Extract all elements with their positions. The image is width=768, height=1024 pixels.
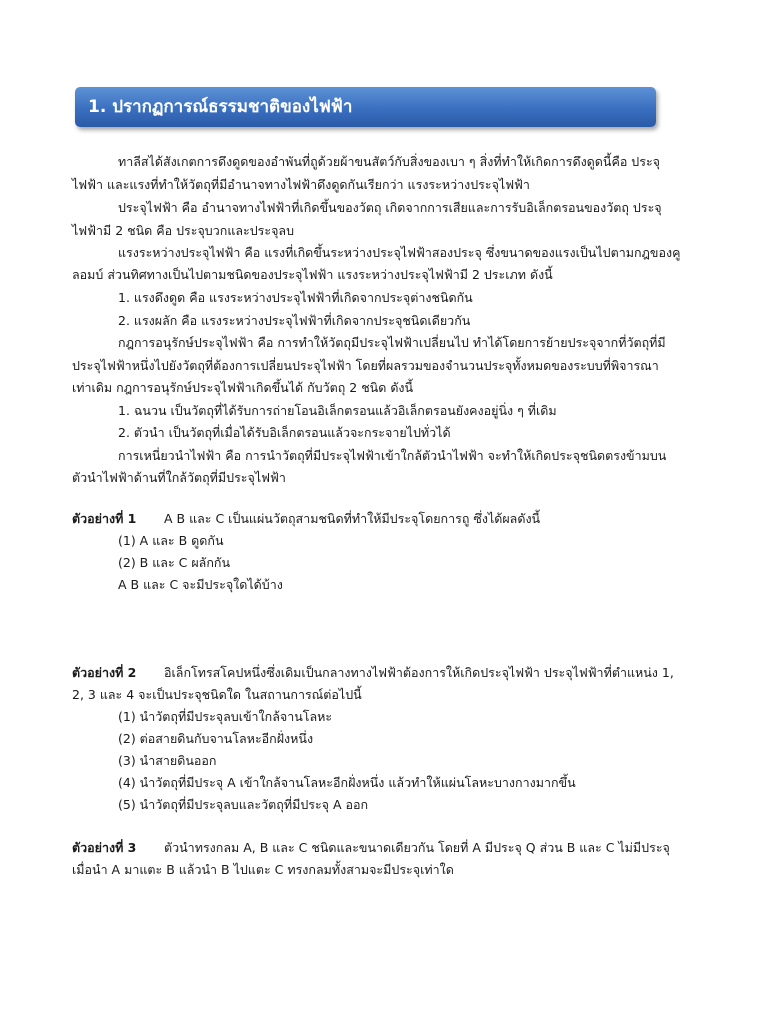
list-item: 1. แรงดึงดูด คือ แรงระหว่างประจุไฟฟ้าที่เกิดจากประจุต่างชนิดกัน: [118, 290, 473, 305]
section-title: 1. ปรากฏการณ์ธรรมชาติของไฟฟ้า: [88, 97, 353, 117]
example-item: (1) A และ B ดูดกัน: [118, 533, 224, 548]
paragraph-line: ตัวนำไฟฟ้าด้านที่ใกล้วัตถุที่มีประจุไฟฟ้า: [72, 470, 286, 485]
list-item: 1. ฉนวน เป็นวัตถุที่ได้รับการถ่ายโอนอิเล็กตรอนแล้วอิเล็กตรอนยังคงอยู่นิ่ง ๆ ที่เดิม: [118, 403, 557, 418]
example-item: (2) ต่อสายดินกับจานโลหะอีกฝั่งหนึ่ง: [118, 731, 314, 746]
example-item: A B และ C จะมีประจุใดได้บ้าง: [118, 577, 283, 592]
paragraph-line: เท่าเดิม กฎการอนุรักษ์ประจุไฟฟ้าเกิดขึ้นได้ กับวัตถุ 2 ชนิด ดังนี้: [72, 380, 414, 395]
example-3-heading: [72, 838, 670, 858]
example-question-line: 2, 3 และ 4 จะเป็นประจุชนิดใด ในสถานการณ์ต่อไปนี้: [72, 687, 362, 702]
example-label: ตัวอย่างที่ 1: [72, 511, 137, 526]
paragraph-line: แรงระหว่างประจุไฟฟ้า คือ แรงที่เกิดขึ้นระหว่างประจุไฟฟ้าสองประจุ ซึ่งขนาดของแรงเป็นไปตามกฎของคู: [118, 245, 681, 260]
list-item: 2. ตัวนำ เป็นวัตถุที่เมื่อได้รับอิเล็กตรอนแล้วจะกระจายไปทั่วได้: [118, 425, 451, 440]
paragraph-line: ทาลีสได้สังเกตการดึงดูดของอำพันที่ถูด้วยผ้าขนสัตว์กับสิ่งของเบา ๆ สิ่งที่ทำให้เกิดการดึงดูดนี้คือ ประจุ: [118, 154, 660, 169]
example-item: (4) นำวัตถุที่มีประจุ A เข้าใกล้จานโลหะอีกฝั่งหนึ่ง แล้วทำให้แผ่นโลหะบางกางมากขึ้น: [118, 775, 576, 790]
example-item: (1) นำวัตถุที่มีประจุลบเข้าใกล้จานโลหะ: [118, 709, 333, 724]
paragraph-line: ประจุไฟฟ้า คือ อำนาจทางไฟฟ้าที่เกิดขึ้นของวัตถุ เกิดจากการเสียและการรับอิเล็กตรอนของวัตถุ ประจุ: [118, 200, 662, 215]
list-item: 2. แรงผลัก คือ แรงระหว่างประจุไฟฟ้าที่เกิดจากประจุชนิดเดียวกัน: [118, 313, 471, 328]
section-header-banner: [75, 87, 656, 127]
example-question: ตัวนำทรงกลม A, B และ C ชนิดและขนาดเดียวกัน โดยที่ A มีประจุ Q ส่วน B และ C ไม่มีประจุ: [164, 840, 670, 855]
paragraph-line: การเหนี่ยวนำไฟฟ้า คือ การนำวัตถุที่มีประจุไฟฟ้าเข้าใกล้ตัวนำไฟฟ้า จะทำให้เกิดประจุชนิดตรงข้ามบน: [118, 448, 667, 463]
paragraph-line: ไฟฟ้ามี 2 ชนิด คือ ประจุบวกและประจุลบ: [72, 223, 295, 238]
example-question: A B และ C เป็นแผ่นวัตถุสามชนิดที่ทำให้มีประจุโดยการถู ซึ่งได้ผลดังนี้: [164, 511, 541, 526]
paragraph-line: กฎการอนุรักษ์ประจุไฟฟ้า คือ การทำให้วัตถุมีประจุไฟฟ้าเปลี่ยนไป ทำได้โดยการย้ายประจุจากที่วัตถุที่มี: [118, 335, 666, 350]
paragraph-line: ประจุไฟฟ้าหนึ่งไปยังวัตถุที่ต้องการเปลี่ยนประจุไฟฟ้า โดยที่ผลรวมของจำนวนประจุทั้งหมดของระบบที่พิจารณา: [72, 358, 659, 373]
example-label: ตัวอย่างที่ 3: [72, 840, 137, 855]
example-2-heading: [72, 663, 674, 683]
paragraph-line: ลอมบ์ ส่วนทิศทางเป็นไปตามชนิดของประจุไฟฟ้า แรงระหว่างประจุไฟฟ้ามี 2 ประเภท ดังนี้: [72, 267, 553, 282]
example-item: (3) นำสายดินออก: [118, 753, 217, 768]
example-label: ตัวอย่างที่ 2: [72, 665, 137, 680]
example-1-heading: [72, 509, 541, 529]
paragraph-line: ไฟฟ้า และแรงที่ทำให้วัตถุที่มีอำนาจทางไฟฟ้าดึงดูดกันเรียกว่า แรงระหว่างประจุไฟฟ้า: [72, 177, 530, 192]
example-question-line: เมื่อนำ A มาแตะ B แล้วนำ B ไปแตะ C ทรงกลมทั้งสามจะมีประจุเท่าใด: [72, 862, 454, 877]
example-item: (5) นำวัตถุที่มีประจุลบและวัตถุที่มีประจุ A ออก: [118, 797, 369, 812]
example-item: (2) B และ C ผลักกัน: [118, 555, 230, 570]
example-question: อิเล็กโทรสโคปหนึ่งซึ่งเดิมเป็นกลางทางไฟฟ้าต้องการให้เกิดประจุไฟฟ้า ประจุไฟฟ้าที่ตำแหน่ง 1,: [164, 665, 674, 680]
